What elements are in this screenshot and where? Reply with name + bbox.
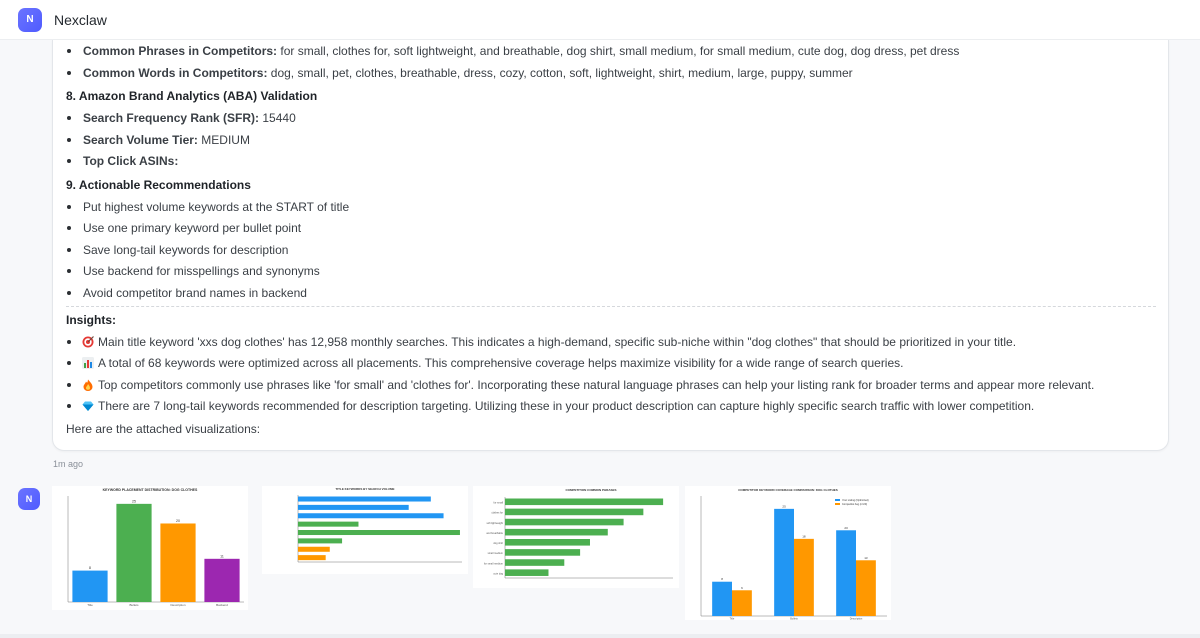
- chart-bar: [298, 530, 460, 535]
- bullet-dot: [67, 340, 71, 344]
- chart-bar: [732, 590, 752, 616]
- legend-swatch: [835, 499, 840, 501]
- y-tick-label: soft lightweight: [486, 521, 503, 525]
- bar-value-label: 25: [132, 499, 136, 504]
- bar-value-label: 8: [89, 566, 91, 571]
- title-keywords-chart: [262, 486, 468, 574]
- competition-phrases-chart: [473, 486, 679, 588]
- bar-value-label: 25: [782, 504, 786, 509]
- insight-item: There are 7 long-tail keywords recommended for description targeting. Utilizing these in your product description can capture highly specific search traffic with lower competition.: [82, 398, 1034, 414]
- chart-bar: [298, 538, 342, 543]
- insight-item: Top competitors commonly use phrases like 'for small' and 'clothes for'. Incorporating these natural language phrases can help your listing rank for broader terms and appear more relevant.: [82, 377, 1094, 393]
- chart-bar: [505, 549, 580, 556]
- chart-bar: [505, 569, 548, 576]
- y-tick-label: for small: [493, 501, 503, 505]
- bar-value-label: 8: [721, 577, 723, 582]
- chart-bar: [505, 499, 663, 506]
- chart-bar: [836, 530, 856, 616]
- y-tick-label: small medium: [487, 552, 503, 556]
- chart-title: KEYWORD PLACEMENT DISTRIBUTION: DOG CLOTHES: [102, 488, 198, 492]
- chart-bar: [116, 504, 151, 602]
- y-tick-label: for small medium: [483, 562, 503, 566]
- top-click-asins-line: Top Click ASINs:: [83, 154, 179, 168]
- chart-bar: [505, 539, 590, 546]
- keyword-coverage-thumbnail[interactable]: [685, 486, 891, 620]
- legend-label: Competitor Avg (n=20): [842, 503, 868, 506]
- bar-chart-icon: [82, 357, 94, 369]
- assistant-message-card: [52, 40, 1169, 451]
- y-tick-label: cute dog: [493, 572, 503, 576]
- app-header: [0, 0, 1200, 40]
- aba-heading: 8. Amazon Brand Analytics (ABA) Validation: [66, 89, 318, 103]
- common-words-line: Common Words in Competitors: dog, small, pet, clothes, breathable, dress, cozy, cotton, soft, lightweight, shirt, medium, large, puppy, summer: [83, 66, 853, 80]
- chart-bar: [505, 509, 643, 516]
- bot-avatar: N: [18, 488, 40, 510]
- chart-bar: [298, 555, 326, 560]
- chart-bar: [298, 497, 431, 502]
- chart-title: COMPETITOR KEYWORD COVERAGE COMPARISON: DOG CLOTHES: [738, 488, 838, 492]
- keyword-coverage-chart: [685, 486, 891, 620]
- rec-item: Use backend for misspellings and synonyms: [83, 264, 320, 278]
- gem-icon: [82, 400, 94, 412]
- section-divider: [66, 306, 1156, 307]
- x-tick-label: Title: [87, 603, 93, 607]
- fire-icon: [82, 379, 94, 391]
- attachments-note: Here are the attached visualizations:: [66, 422, 261, 436]
- chart-bar: [505, 519, 624, 526]
- chart-bar: [505, 559, 564, 566]
- bullet-dot: [67, 49, 71, 53]
- y-tick-label: dog shirt: [493, 542, 503, 546]
- common-phrases-line: Common Phrases in Competitors: for small, clothes for, soft lightweight, and breathable, dog shirt, small medium, for small medium, cute dog, dog dress, pet dress: [83, 44, 960, 58]
- composer-edge: [0, 634, 1200, 638]
- chart-bar: [298, 522, 358, 527]
- x-tick-label: Backend: [216, 603, 228, 607]
- x-tick-label: Bullets: [129, 603, 139, 607]
- bullet-dot: [67, 291, 71, 295]
- chart-bar: [712, 582, 732, 616]
- rec-item: Avoid competitor brand names in backend: [83, 286, 307, 300]
- legend-label: Your Listing (Optimized): [842, 499, 869, 502]
- chart-bar: [774, 509, 794, 616]
- app-logo[interactable]: N: [18, 8, 42, 32]
- chart-bar: [794, 539, 814, 616]
- bar-value-label: 20: [844, 525, 848, 530]
- bullet-dot: [67, 205, 71, 209]
- bullet-dot: [67, 138, 71, 142]
- rec-item: Save long-tail keywords for description: [83, 243, 289, 257]
- rec-item: Put highest volume keywords at the START of title: [83, 200, 350, 214]
- insights-heading: Insights:: [66, 313, 116, 327]
- insight-item: Main title keyword 'xxs dog clothes' has 12,958 monthly searches. This indicates a high-demand, specific sub-niche within "dog clothes" that should be prioritized in your title.: [82, 334, 1016, 350]
- bullet-dot: [67, 404, 71, 408]
- message-timestamp: 1m ago: [53, 459, 84, 469]
- sfr-line: Search Frequency Rank (SFR): 15440: [83, 111, 296, 125]
- bar-value-label: 20: [176, 518, 180, 523]
- placement-distribution-chart: [52, 486, 248, 610]
- placement-distribution-thumbnail[interactable]: [52, 486, 248, 610]
- bar-value-label: 6: [741, 585, 743, 590]
- chart-bar: [160, 523, 195, 602]
- insight-item: A total of 68 keywords were optimized across all placements. This comprehensive coverage helps maximize visibility for a wide range of search queries.: [82, 355, 903, 371]
- bullet-dot: [67, 226, 71, 230]
- y-tick-label: clothes for: [491, 511, 503, 515]
- bar-value-label: 13: [864, 555, 868, 560]
- competition-phrases-thumbnail[interactable]: [473, 486, 679, 588]
- chart-bar: [298, 513, 444, 518]
- x-tick-label: Description: [849, 617, 863, 620]
- chart-bar: [505, 529, 608, 536]
- bar-value-label: 18: [802, 534, 806, 539]
- recs-heading: 9. Actionable Recommendations: [66, 178, 251, 192]
- chart-bar: [204, 559, 239, 602]
- app-title: Nexclaw: [54, 11, 107, 28]
- legend-swatch: [835, 503, 840, 505]
- chart-bar: [856, 560, 876, 616]
- chart-bar: [72, 571, 107, 602]
- rec-item: Use one primary keyword per bullet point: [83, 221, 302, 235]
- x-tick-label: Description: [170, 603, 186, 607]
- target-icon: [82, 336, 94, 348]
- x-tick-label: Title: [729, 617, 735, 620]
- title-keywords-thumbnail[interactable]: [262, 486, 468, 574]
- chart-title: TITLE KEYWORDS BY SEARCH VOLUME: [335, 487, 395, 491]
- bar-value-label: 11: [220, 554, 224, 559]
- y-tick-label: and breathable: [486, 531, 503, 535]
- x-tick-label: Bullets: [790, 617, 798, 620]
- bullet-dot: [67, 269, 71, 273]
- volume-tier-line: Search Volume Tier: MEDIUM: [83, 133, 250, 147]
- chart-bar: [298, 505, 409, 510]
- bullet-dot: [67, 159, 71, 163]
- chart-bar: [298, 547, 330, 552]
- bullet-dot: [67, 361, 71, 365]
- bullet-dot: [67, 116, 71, 120]
- bullet-dot: [67, 71, 71, 75]
- bullet-dot: [67, 383, 71, 387]
- bullet-dot: [67, 248, 71, 252]
- chart-title: COMPETITION COMMON PHRASES: [565, 488, 617, 492]
